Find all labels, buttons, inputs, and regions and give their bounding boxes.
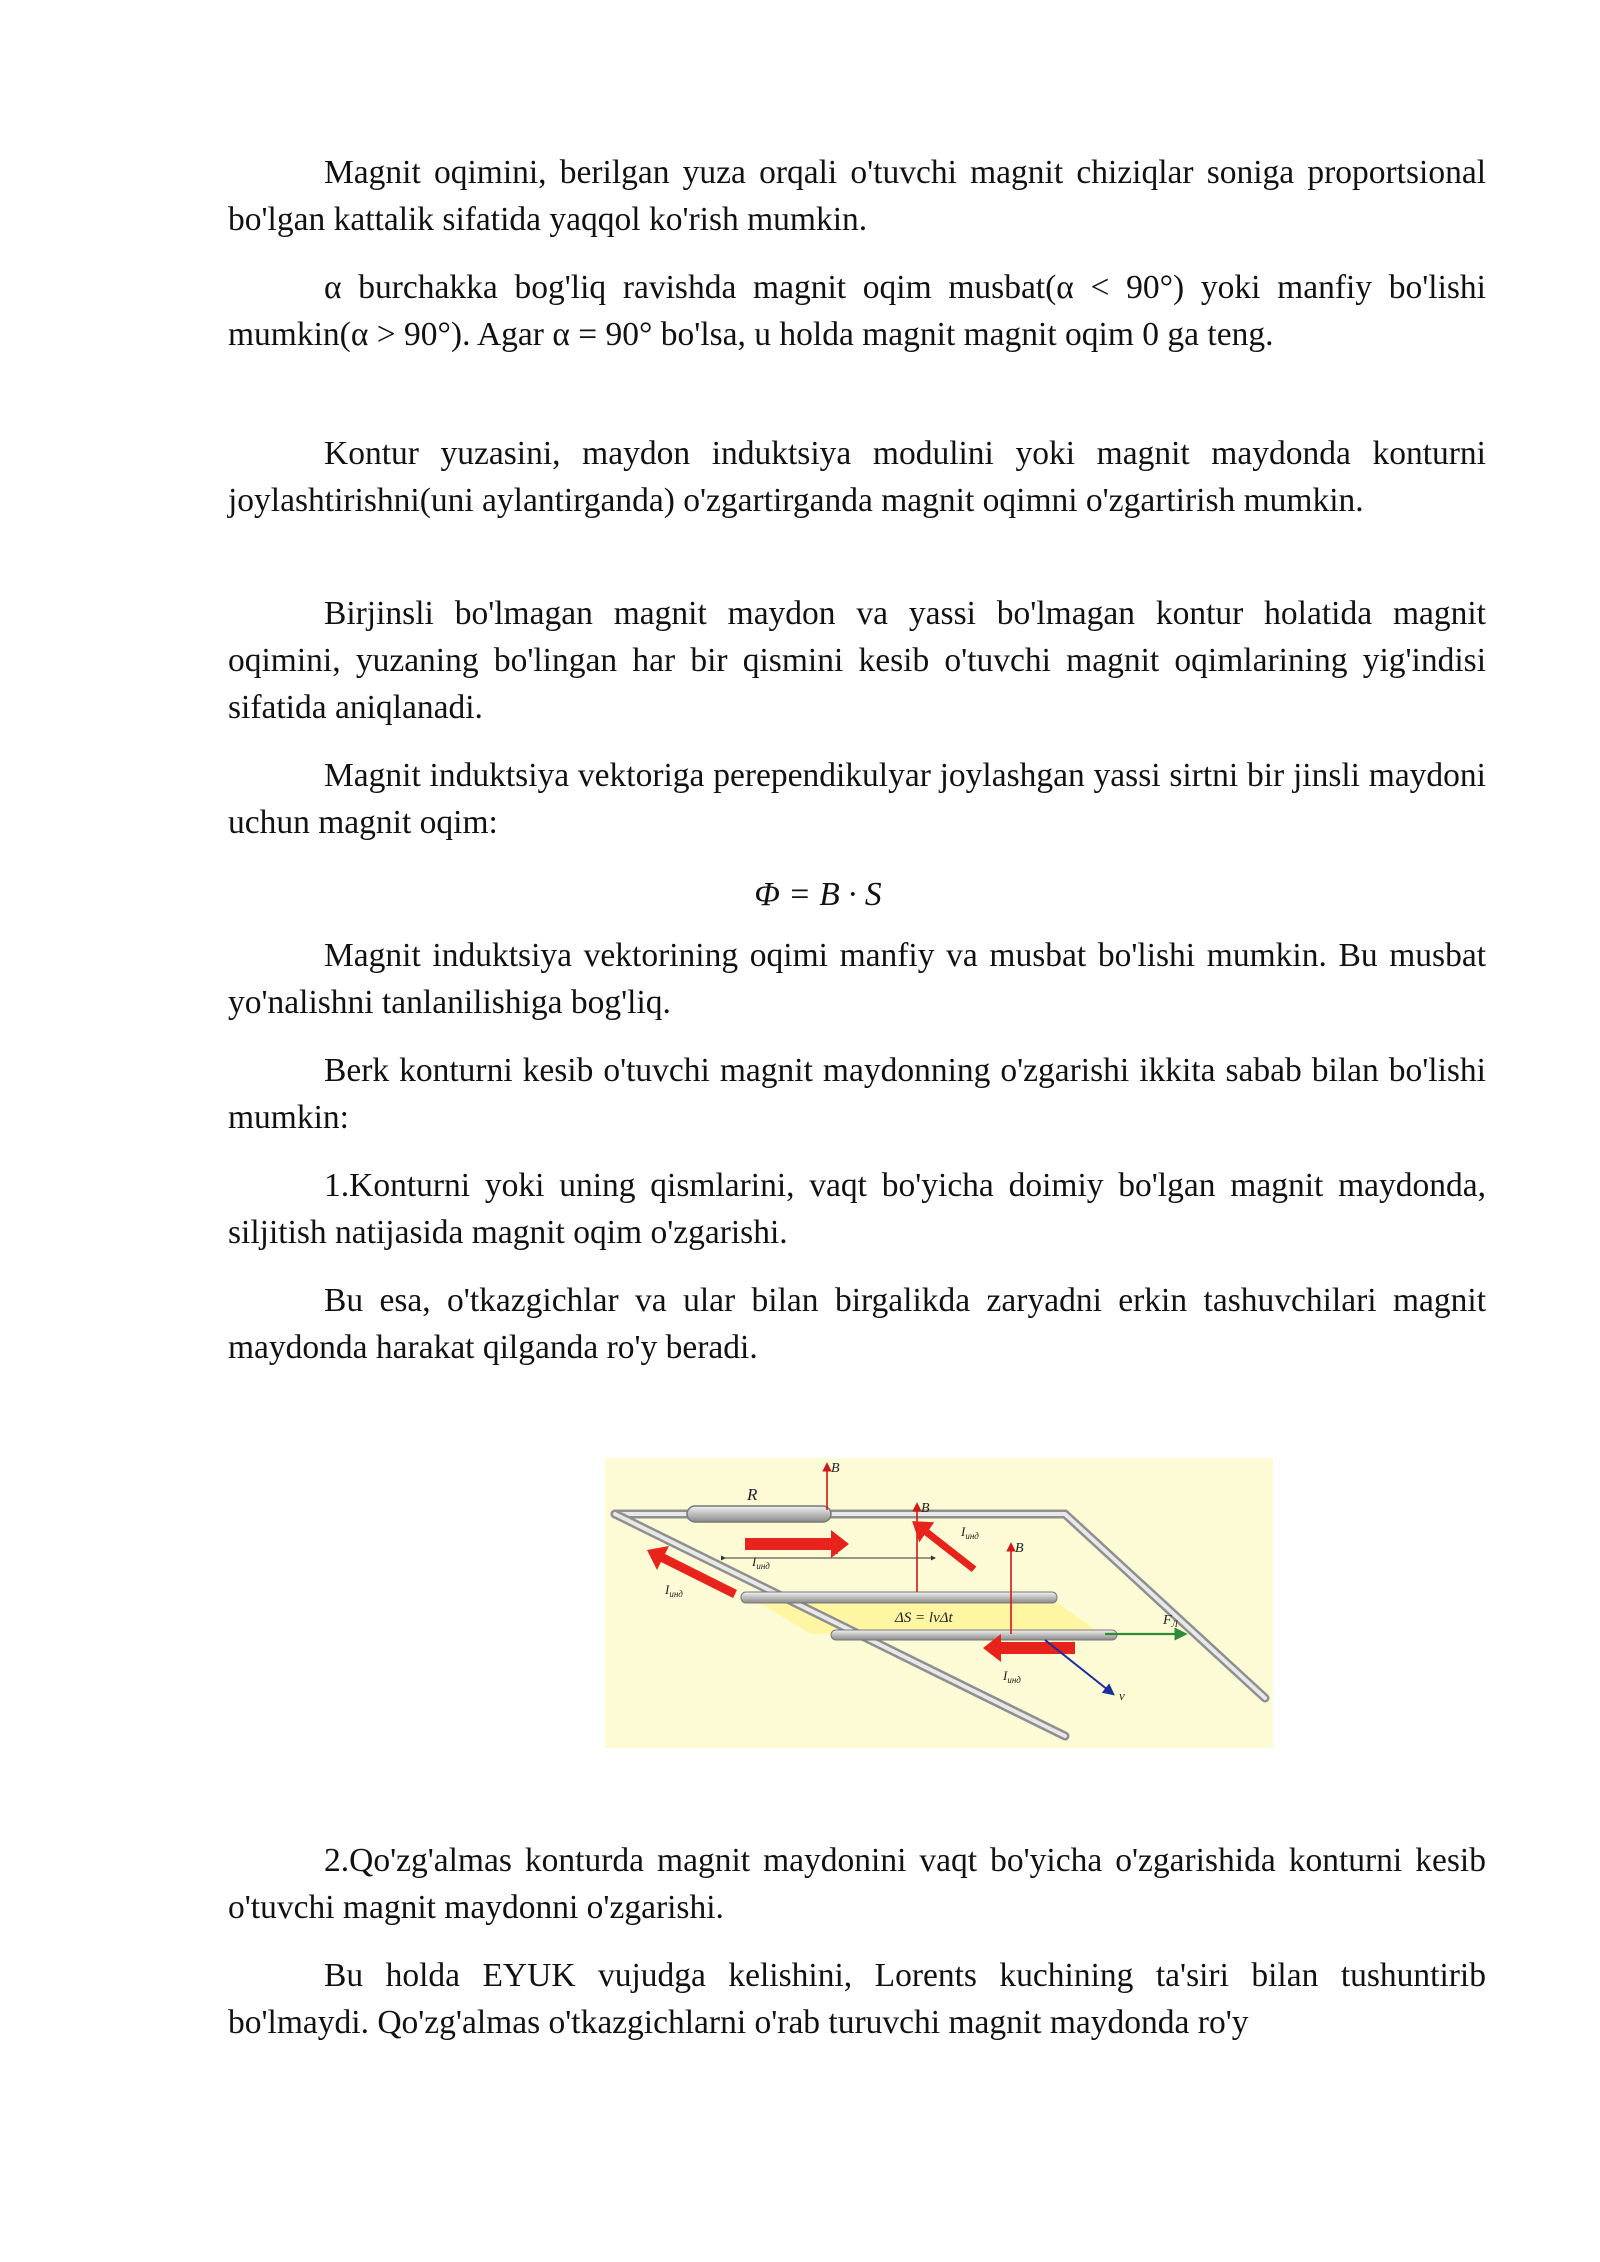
current-label-right: $I_{инд}$: [961, 1524, 979, 1541]
current-label-top: $I_{инд}$: [752, 1554, 770, 1571]
paragraph-11: [228, 1952, 1486, 2046]
resistor-body: [687, 1506, 831, 1522]
crossbar-moving: [831, 1630, 1117, 1640]
force-label: $F_Л$: [1163, 1613, 1178, 1629]
paragraph-1: [228, 149, 1486, 243]
crossbar-fixed: [741, 1592, 1057, 1603]
paragraph-3: [228, 430, 1486, 524]
paragraph-4: [228, 590, 1486, 731]
paragraph-2: [228, 264, 1486, 358]
paragraph-9: [228, 1277, 1486, 1371]
area-label: ΔS = lvΔt: [895, 1610, 953, 1626]
field-b-label-1: B: [831, 1461, 840, 1476]
paragraph-6: [228, 932, 1486, 1026]
paragraph-10: [228, 1837, 1486, 1931]
paragraph-8: [228, 1162, 1486, 1256]
paragraph-text: Magnit induktsiya vektoriga perependikulyar joylashgan yassi sirtni bir jinsli maydoni uchun magnit oqim:: [228, 757, 1486, 841]
paragraph-text: α burchakka bog'liq ravishda magnit oqim musbat(α < 90°) yoki manfiy bo'lishi mumkin(α > 90°). Agar α = 90° bo'lsa, u holda magnit magnit oqim 0 ga teng.: [228, 269, 1486, 353]
paragraph-text: Kontur yuzasini, maydon induktsiya modulini yoki magnit maydonda konturni joylashtirishni(uni aylantirganda) o'zgartirganda magnit oqimni o'zgartirish mumkin.: [228, 435, 1486, 519]
current-label-bottom: $I_{инд}$: [1003, 1668, 1021, 1685]
resistor-label: R: [747, 1485, 758, 1504]
current-label-left: $I_{инд}$: [665, 1582, 683, 1599]
magnetic-flux-formula: Φ = B · S: [754, 876, 882, 913]
paragraph-text: Magnit oqimini, berilgan yuza orqali o'tuvchi magnit chiziqlar soniga proportsional bo'lgan kattalik sifatida yaqqol ko'rish mumkin.: [228, 154, 1486, 238]
paragraph-text: Magnit induktsiya vektorining oqimi manfiy va musbat bo'lishi mumkin. Bu musbat yo'nalishni tanlanilishiga bog'liq.: [228, 937, 1486, 1021]
paragraph-text: Bu holda EYUK vujudga kelishini, Lorents kuchining ta'siri bilan tushuntirib bo'lmaydi. Qo'zg'almas o'tkazgichlarni o'rab turuvchi magnit maydonda ro'y: [228, 1957, 1486, 2041]
paragraph-7: [228, 1047, 1486, 1141]
paragraph-5: [228, 752, 1486, 846]
induction-diagram-figure: [605, 1458, 1273, 1748]
paragraph-text: Bu esa, o'tkazgichlar va ular bilan birgalikda zaryadni erkin tashuvchilari magnit maydonda harakat qilganda ro'y beradi.: [228, 1282, 1486, 1366]
field-b-label-2: B: [921, 1501, 930, 1516]
paragraph-text: 1.Konturni yoki uning qismlarini, vaqt bo'yicha doimiy bo'lgan magnit maydonda, siljitish natijasida magnit oqim o'zgarishi.: [228, 1167, 1486, 1251]
paragraph-text: Birjinsli bo'lmagan magnit maydon va yassi bo'lmagan kontur holatida magnit oqimini, yuzaning bo'lingan har bir qismini kesib o'tuvchi magnit oqimlarining yig'indisi sifatida aniqlanadi.: [228, 595, 1486, 726]
induction-diagram: [605, 1458, 1273, 1748]
velocity-label: v: [1119, 1688, 1125, 1703]
paragraph-text: Berk konturni kesib o'tuvchi magnit maydonning o'zgarishi ikkita sabab bilan bo'lishi mumkin:: [228, 1052, 1486, 1136]
paragraph-text: 2.Qo'zg'almas konturda magnit maydonini vaqt bo'yicha o'zgarishida konturni kesib o'tuvchi magnit maydonni o'zgarishi.: [228, 1842, 1486, 1926]
field-b-label-3: B: [1015, 1541, 1024, 1556]
